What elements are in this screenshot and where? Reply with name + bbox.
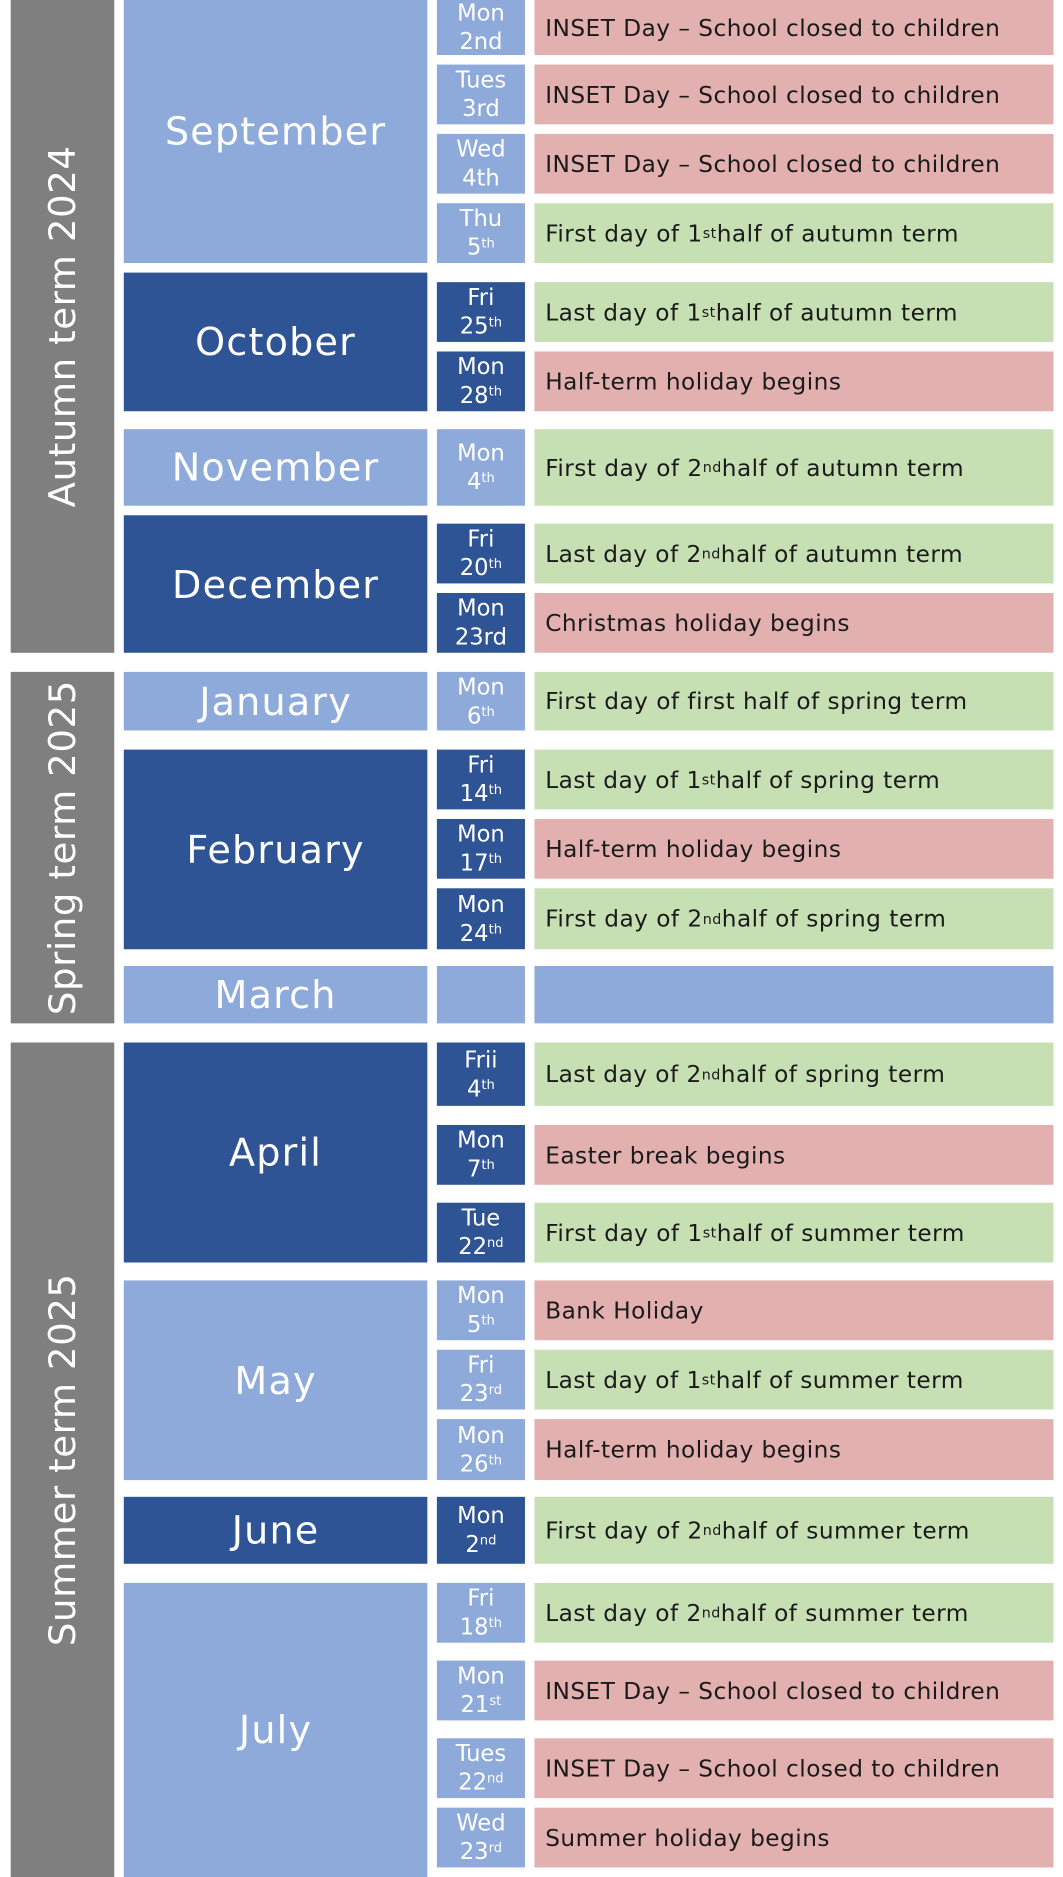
event-bar [534,1419,1053,1480]
event-text-rest: half of spring term [721,905,947,933]
weekday: Mon [457,821,505,848]
weekday: Fri [467,1352,495,1379]
event-text-rest: half of autumn term [715,298,959,326]
event-text: Half-term holiday begins [545,367,842,396]
month-july [124,1583,428,1877]
event-text: First day of 1 [545,1218,703,1247]
weekday: Fri [467,1585,495,1612]
event-bar: Last day of 1 st half of autumn term [534,282,1053,342]
event-text-rest: half of autumn term [716,219,960,247]
event-bar [534,134,1053,194]
day-suffix: nd [486,1234,504,1251]
event-text: INSET Day – School closed to children [545,150,1001,178]
day-suffix: th [488,314,503,330]
date-cell [437,65,525,125]
day-value: 22 [458,1769,487,1796]
day-value: 21 [460,1691,490,1718]
day-suffix: th [488,921,503,937]
date-cell [437,351,525,411]
weekday: Mon [457,1127,505,1154]
month-january [124,672,428,731]
event-bar [534,593,1053,653]
day-value: 23 [459,1838,489,1866]
event-text: Half-term holiday begins [545,835,842,863]
event-text: Last day of 1 [545,765,702,794]
day-number [460,1450,502,1479]
day-suffix: rd [488,1382,503,1398]
event-text: First day of first half of spring term [545,687,968,715]
term-band-summer [11,1043,115,1877]
term-label: Spring term 2025 [41,680,84,1016]
event-text-rest: half of summer term [715,1365,964,1394]
term-band-autumn [11,0,115,653]
weekday: Mon [457,595,505,622]
weekday: Mon [457,673,505,700]
day-number [467,701,495,730]
day-value: 5 [466,1311,482,1338]
day-number [461,1690,502,1719]
event-bar: First day of 1 st half of summer term [534,1203,1053,1263]
event-bar: Last day of 2 nd half of spring term [534,1043,1053,1106]
event-text-rest: half of summer term [721,1516,970,1545]
day-value: 3rd [462,95,500,122]
weekday: Wed [456,136,506,163]
day-value: 6 [466,702,482,729]
event-text: Easter break begins [545,1141,786,1169]
day-number [467,1074,495,1103]
date-cell [437,1583,525,1643]
day-number [460,312,502,341]
day-value: 7 [466,1156,482,1183]
day-number [460,554,502,583]
event-text: Last day of 2 [545,1599,702,1627]
event-text: INSET Day – School closed to children [545,1676,1001,1705]
month-november [124,429,428,506]
date-cell [437,1203,525,1263]
weekday: Mon [457,1502,505,1530]
month-label: March [214,971,337,1018]
day-value: 23rd [454,624,507,651]
day-suffix: th [481,1157,495,1173]
day-suffix: th [488,1451,503,1468]
event-bar: First day of 2 nd half of autumn term [534,429,1053,506]
day-number [467,1155,495,1184]
event-text: First day of 2 [545,453,703,482]
date-cell [437,593,525,653]
weekday: Frii [464,1046,498,1073]
weekday: Mon [457,353,505,381]
day-number [459,27,502,56]
event-text: INSET Day – School closed to children [545,80,1001,109]
day-number [460,381,502,410]
term-label: Summer term 2025 [41,1273,84,1647]
month-label: December [172,561,380,607]
weekday: Mon [457,439,505,467]
term-label: Autumn term 2024 [41,145,84,508]
day-number [460,1838,502,1867]
event-text: Last day of 2 [545,539,702,568]
event-text: Half-term holiday begins [545,1435,842,1464]
day-suffix: nd [479,1532,497,1549]
event-bar [534,1661,1053,1721]
day-number [460,779,502,808]
date-cell [437,1280,525,1340]
weekday: Wed [456,1810,506,1837]
day-value: 4 [466,1075,482,1102]
date-cell [437,1661,525,1721]
date-cell [437,203,525,263]
month-february [124,750,428,950]
weekday: Fri [467,526,495,553]
weekday: Thu [459,205,503,232]
month-label: November [171,444,380,491]
day-number [458,1233,503,1262]
date-cell [437,134,525,194]
month-october [124,273,428,412]
day-number [467,467,495,496]
day-suffix: th [481,1076,495,1093]
day-number [460,849,502,878]
day-value: 23 [459,1380,489,1408]
day-suffix: nd [486,1770,504,1787]
day-number [460,919,502,948]
date-cell [437,819,525,879]
month-label: May [234,1357,317,1403]
date-cell [437,1419,525,1480]
event-bar [534,819,1053,879]
month-label: October [195,319,356,365]
day-number [460,1613,502,1642]
date-cell [437,888,525,949]
day-suffix: rd [488,1839,503,1856]
date-cell [437,1738,525,1798]
event-bar [534,1738,1053,1798]
weekday: Mon [457,1662,505,1690]
day-value: 28 [459,382,489,409]
event-text: INSET Day – School closed to children [545,13,1001,42]
date-cell [437,0,525,55]
day-number [458,1768,503,1797]
day-value: 17 [459,850,489,877]
term-band-spring [11,672,115,1023]
event-text: Christmas holiday begins [545,609,850,637]
date-cell [437,282,525,342]
day-number [462,94,500,123]
event-bar: Last day of 1 st half of spring term [534,750,1053,810]
event-bar [534,351,1053,411]
month-label: June [231,1507,320,1554]
event-bar [534,1125,1053,1185]
day-suffix: th [488,781,503,798]
month-december [124,515,428,652]
event-bar-empty [534,966,1053,1023]
event-text: Last day of 1 [545,298,702,326]
event-bar [534,1280,1053,1340]
month-march [124,966,428,1023]
event-bar [534,672,1053,731]
date-cell [437,524,525,584]
weekday: Fri [467,751,495,779]
day-value: 2nd [459,28,503,55]
event-bar [534,1808,1053,1868]
event-bar: First day of 1 st half of autumn term [534,203,1053,263]
date-cell [437,1043,525,1106]
event-text-rest: half of autumn term [721,453,965,482]
day-value: 26 [459,1450,489,1478]
day-value: 25 [459,313,489,340]
day-number [462,164,500,193]
event-text-rest: half of autumn term [720,539,964,568]
date-cell [437,672,525,731]
day-suffix: th [481,235,495,252]
day-suffix: th [481,1312,495,1329]
day-value: 22 [458,1233,487,1261]
event-text-rest: half of summer term [716,1218,965,1247]
month-may [124,1280,428,1480]
event-bar: Last day of 2 nd half of summer term [534,1583,1053,1643]
month-label: February [186,826,365,873]
weekday: Mon [457,891,505,918]
weekday: Tues [455,1740,507,1768]
day-suffix: st [489,1692,502,1709]
date-cell [437,1808,525,1868]
event-bar: First day of 2 nd half of summer term [534,1497,1053,1564]
day-number [455,623,507,652]
event-text: Last day of 1 [545,1365,702,1394]
event-text: Bank Holiday [545,1296,704,1325]
date-cell [437,750,525,810]
weekday: Mon [457,1422,505,1449]
event-text: First day of 2 [545,1516,703,1545]
day-suffix: th [488,851,503,867]
event-text: INSET Day – School closed to children [545,1754,1001,1782]
day-number [460,1380,502,1409]
day-value: 2 [465,1531,480,1558]
event-bar: Last day of 1 st half of summer term [534,1350,1053,1410]
event-text-rest: half of summer term [720,1599,969,1627]
weekday: Tue [461,1205,501,1232]
month-label: July [238,1707,313,1753]
day-value: 18 [459,1613,489,1641]
event-text: Summer holiday begins [545,1823,830,1852]
event-text: First day of 2 [545,905,703,933]
date-cell [437,429,525,506]
event-bar: First day of 2 nd half of spring term [534,888,1053,949]
event-bar: Last day of 2 nd half of autumn term [534,524,1053,584]
month-label: April [229,1129,323,1176]
weekday: Mon [457,1282,505,1310]
day-suffix: th [488,383,503,400]
date-cell [437,1350,525,1410]
weekday: Mon [457,0,505,27]
month-label: September [164,108,387,155]
event-text: First day of 1 [545,219,703,247]
weekday: Fri [467,284,495,311]
date-cell [437,1497,525,1564]
date-cell-empty [437,966,525,1023]
day-suffix: th [488,1615,503,1631]
date-cell [437,1125,525,1185]
day-value: 14 [459,780,489,807]
day-value: 4th [462,164,500,192]
event-bar [534,65,1053,125]
weekday: Tues [455,66,507,94]
day-number [467,1310,495,1339]
event-text: Last day of 2 [545,1060,702,1088]
day-value: 24 [459,919,489,947]
day-suffix: th [481,703,495,720]
day-suffix: th [481,469,495,486]
event-text-rest: half of spring term [715,765,941,794]
day-value: 4 [466,468,482,495]
day-value: 20 [459,554,489,582]
day-value: 5 [466,234,482,261]
day-number [465,1530,496,1559]
event-bar [534,0,1053,55]
month-september [124,0,428,263]
month-june [124,1497,428,1564]
day-suffix: th [488,555,503,572]
month-label: January [199,678,352,724]
day-number [467,233,495,262]
event-text-rest: half of spring term [720,1060,946,1088]
month-april [124,1043,428,1263]
